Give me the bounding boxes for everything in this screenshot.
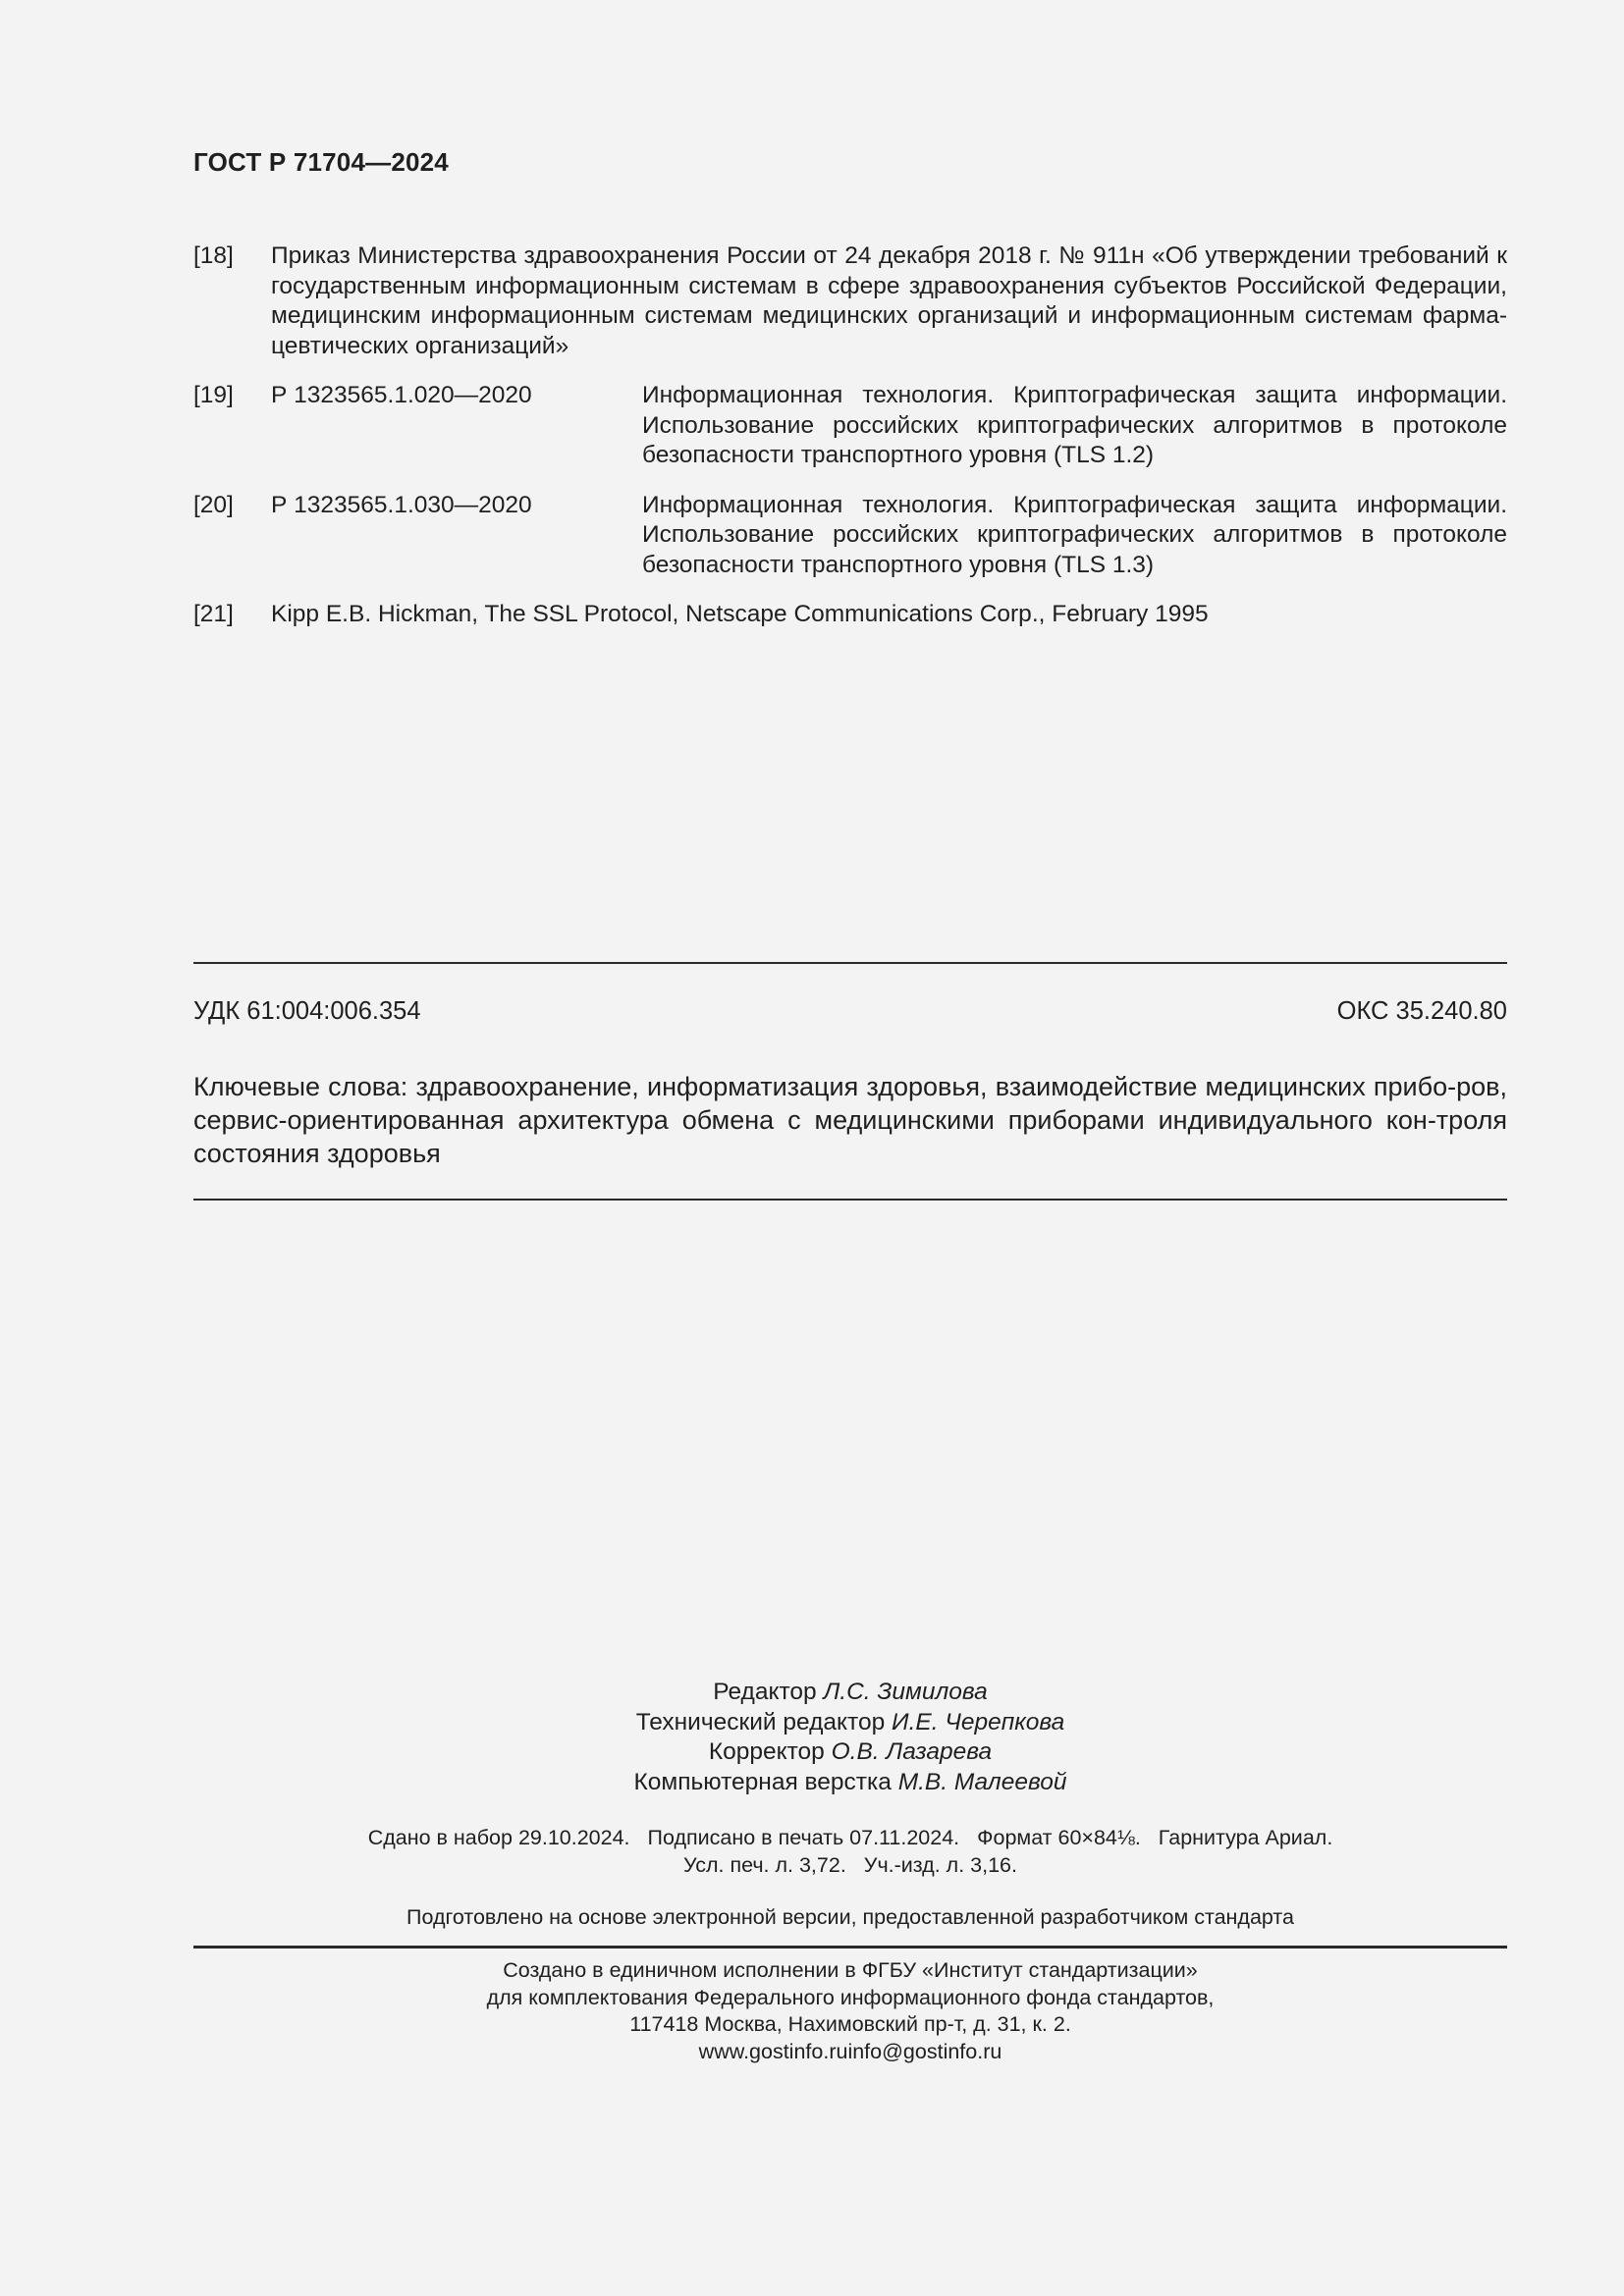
layout-name: М.В. Малеевой: [897, 1768, 1067, 1795]
paper-format: Формат 60×84⅛.: [977, 1826, 1141, 1849]
tech-editor-name: И.Е. Черепкова: [892, 1708, 1065, 1735]
prepared-note: Подготовлено на основе электронной версии, предоставленной разработчиком стандарта: [406, 1905, 1294, 1929]
reference-code: Р 1323565.1.020—2020: [271, 382, 532, 408]
reference-text: Приказ Министерства здравоохранения России от 24 декабря 2018 г. № 911н «Об утверждении требований к государственным информационным системам в сфере здравоохранения субъектов Российской Федерации, медицинским информационным системам медицинских организаций и информационным системам фарма-цевтических организаций»: [271, 242, 1507, 359]
reference-code: Р 1323565.1.030—2020: [271, 491, 532, 518]
reference-number: [20]: [193, 491, 234, 518]
reference-18: [193, 241, 1507, 361]
imprint-line-1: [193, 1824, 1507, 1851]
publication-sheets: Уч.-изд. л. 3,16.: [863, 1853, 1017, 1877]
typeface: Гарнитура Ариал.: [1158, 1826, 1333, 1849]
reference-text: Информационная технология. Криптографическая защита информации. Использование российских криптографических алгоритмов в протоколе безопасности транспортного уровня (TLS 1.2): [642, 382, 1507, 468]
layout-line: [193, 1768, 1507, 1798]
reference-number: [19]: [193, 382, 234, 408]
editor-name: Л.С. Зимилова: [823, 1679, 988, 1705]
tech-editor-role: Технический редактор: [635, 1708, 886, 1735]
layout-role: Компьютерная верстка: [633, 1768, 892, 1795]
print-sheets: Усл. печ. л. 3,72.: [682, 1853, 846, 1877]
corrector-role: Корректор: [708, 1738, 825, 1765]
reference-number: [21]: [193, 601, 234, 627]
reference-text: Kipp E.B. Hickman, The SSL Protocol, Netscape Communications Corp., February 1995: [271, 601, 1209, 627]
standard-code: ГОСТ Р 71704—2024: [193, 147, 449, 177]
publisher-address: 117418 Москва, Нахимовский пр-т, д. 31, к. 2.: [629, 2012, 1071, 2036]
imprint: [193, 1824, 1507, 1879]
reference-number: [18]: [193, 242, 234, 269]
keywords: Ключевые слова: здравоохранение, информатизация здоровья, взаимодействие медицинских прибо-ров, сервис-ориентированная архитектура обмена с медицинскими приборами индивидуального кон-троля состояния здоровья: [193, 1072, 1507, 1168]
website-link[interactable]: www.gostinfo.ru: [698, 2039, 848, 2063]
publisher-line-2: для комплектования Федерального информационного фонда стандартов,: [486, 1985, 1215, 2009]
corrector-name: О.В. Лазарева: [831, 1738, 993, 1765]
divider-keywords: [193, 1199, 1507, 1201]
editor-line: [193, 1678, 1507, 1708]
tech-editor-line: [193, 1708, 1507, 1738]
divider-top: [193, 962, 1507, 964]
divider-publisher: [193, 1946, 1507, 1949]
imprint-line-2: [193, 1851, 1507, 1879]
reference-19: [193, 381, 1507, 471]
publisher-line-1: Создано в единичном исполнении в ФГБУ «Институт стандартизации»: [503, 1958, 1198, 1982]
bibliography: [193, 241, 1507, 650]
reference-text: Информационная технология. Криптографическая защита информации. Использование российских криптографических алгоритмов в протоколе безопасности транспортного уровня (TLS 1.3): [642, 491, 1507, 578]
staff-credits: [193, 1678, 1507, 1797]
oks-code: ОКС 35.240.80: [1336, 997, 1507, 1025]
publisher-contacts: [193, 2039, 1507, 2066]
corrector-line: [193, 1737, 1507, 1768]
publisher-info: [193, 1957, 1507, 2065]
typeset-date: Сдано в набор 29.10.2024.: [367, 1826, 630, 1849]
reference-20: [193, 491, 1507, 581]
signed-date: Подписано в печать 07.11.2024.: [647, 1826, 960, 1849]
udk-code: УДК 61:004:006.354: [193, 997, 421, 1025]
editor-role: Редактор: [713, 1679, 817, 1705]
email-link[interactable]: info@gostinfo.ru: [847, 2039, 1002, 2063]
reference-21: [193, 600, 1507, 630]
